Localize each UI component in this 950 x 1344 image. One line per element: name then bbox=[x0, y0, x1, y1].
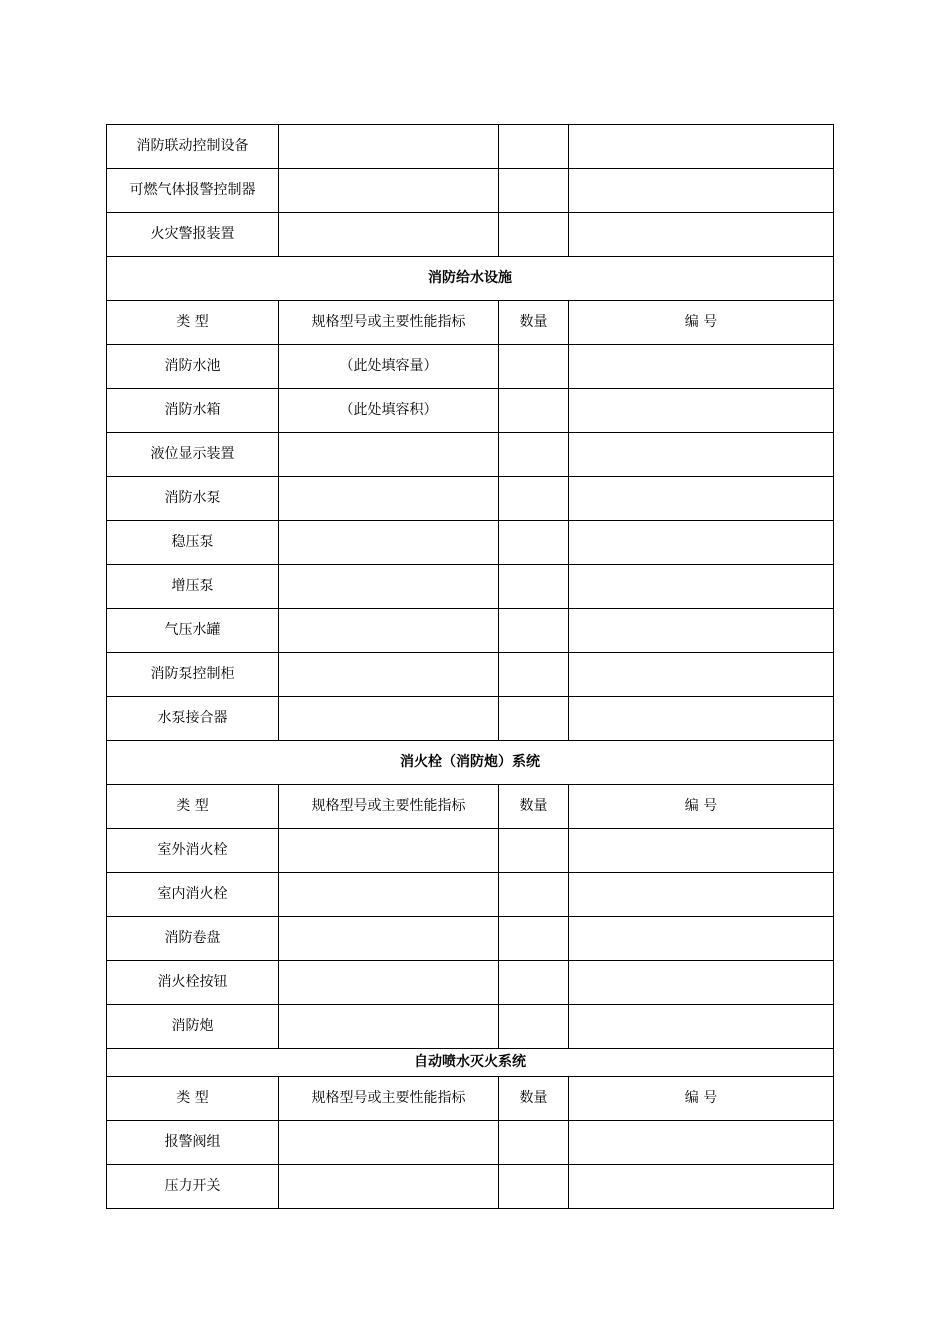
number-cell[interactable] bbox=[569, 169, 834, 213]
number-cell[interactable] bbox=[569, 565, 834, 609]
spec-cell[interactable] bbox=[279, 477, 499, 521]
section-title: 消防给水设施 bbox=[107, 257, 834, 301]
number-cell[interactable] bbox=[569, 125, 834, 169]
spec-cell[interactable] bbox=[279, 653, 499, 697]
col-header-qty: 数量 bbox=[499, 1077, 569, 1121]
type-cell: 报警阀组 bbox=[107, 1121, 279, 1165]
type-cell: 水泵接合器 bbox=[107, 697, 279, 741]
qty-cell[interactable] bbox=[499, 521, 569, 565]
col-header-type: 类 型 bbox=[107, 301, 279, 345]
table-row bbox=[107, 213, 834, 257]
spec-cell[interactable] bbox=[279, 433, 499, 477]
spec-cell[interactable]: （此处填容量） bbox=[279, 345, 499, 389]
qty-cell[interactable] bbox=[499, 653, 569, 697]
type-cell: 火灾警报装置 bbox=[107, 213, 279, 257]
number-cell[interactable] bbox=[569, 433, 834, 477]
col-header-number: 编 号 bbox=[569, 1077, 834, 1121]
col-header-number: 编 号 bbox=[569, 301, 834, 345]
spec-cell[interactable] bbox=[279, 1121, 499, 1165]
col-header-qty: 数量 bbox=[499, 785, 569, 829]
number-cell[interactable] bbox=[569, 389, 834, 433]
type-cell: 气压水罐 bbox=[107, 609, 279, 653]
number-cell[interactable] bbox=[569, 917, 834, 961]
qty-cell[interactable] bbox=[499, 345, 569, 389]
qty-cell[interactable] bbox=[499, 1005, 569, 1049]
type-cell: 增压泵 bbox=[107, 565, 279, 609]
qty-cell[interactable] bbox=[499, 873, 569, 917]
type-cell: 消防联动控制设备 bbox=[107, 125, 279, 169]
type-cell: 室外消火栓 bbox=[107, 829, 279, 873]
spec-cell[interactable] bbox=[279, 1005, 499, 1049]
table-row bbox=[107, 697, 834, 741]
spec-cell[interactable]: （此处填容积） bbox=[279, 389, 499, 433]
type-cell: 室内消火栓 bbox=[107, 873, 279, 917]
col-header-spec: 规格型号或主要性能指标 bbox=[279, 1077, 499, 1121]
table-row bbox=[107, 565, 834, 609]
spec-cell[interactable] bbox=[279, 1165, 499, 1209]
type-cell: 消火栓按钮 bbox=[107, 961, 279, 1005]
table-row bbox=[107, 1005, 834, 1049]
number-cell[interactable] bbox=[569, 653, 834, 697]
section-header-sprinkler bbox=[107, 1049, 834, 1077]
number-cell[interactable] bbox=[569, 1121, 834, 1165]
table-row bbox=[107, 389, 834, 433]
equipment-table bbox=[106, 124, 834, 1209]
spec-cell[interactable] bbox=[279, 213, 499, 257]
qty-cell[interactable] bbox=[499, 1165, 569, 1209]
table-row bbox=[107, 961, 834, 1005]
number-cell[interactable] bbox=[569, 345, 834, 389]
table-row bbox=[107, 1121, 834, 1165]
qty-cell[interactable] bbox=[499, 961, 569, 1005]
number-cell[interactable] bbox=[569, 609, 834, 653]
number-cell[interactable] bbox=[569, 521, 834, 565]
number-cell[interactable] bbox=[569, 477, 834, 521]
number-cell[interactable] bbox=[569, 1165, 834, 1209]
type-cell: 消防炮 bbox=[107, 1005, 279, 1049]
qty-cell[interactable] bbox=[499, 1121, 569, 1165]
type-cell: 消防泵控制柜 bbox=[107, 653, 279, 697]
spec-cell[interactable] bbox=[279, 169, 499, 213]
qty-cell[interactable] bbox=[499, 213, 569, 257]
col-header-spec: 规格型号或主要性能指标 bbox=[279, 301, 499, 345]
qty-cell[interactable] bbox=[499, 917, 569, 961]
table-row bbox=[107, 917, 834, 961]
section-header-hydrant bbox=[107, 741, 834, 785]
qty-cell[interactable] bbox=[499, 433, 569, 477]
col-header-spec: 规格型号或主要性能指标 bbox=[279, 785, 499, 829]
type-cell: 消防水箱 bbox=[107, 389, 279, 433]
type-cell: 稳压泵 bbox=[107, 521, 279, 565]
number-cell[interactable] bbox=[569, 829, 834, 873]
spec-cell[interactable] bbox=[279, 961, 499, 1005]
qty-cell[interactable] bbox=[499, 125, 569, 169]
qty-cell[interactable] bbox=[499, 389, 569, 433]
qty-cell[interactable] bbox=[499, 565, 569, 609]
col-header-type: 类 型 bbox=[107, 1077, 279, 1121]
section-title: 自动喷水灭火系统 bbox=[107, 1049, 834, 1077]
type-cell: 液位显示装置 bbox=[107, 433, 279, 477]
column-header-row bbox=[107, 785, 834, 829]
col-header-type: 类 型 bbox=[107, 785, 279, 829]
spec-cell[interactable] bbox=[279, 697, 499, 741]
table-row bbox=[107, 345, 834, 389]
table-row bbox=[107, 653, 834, 697]
col-header-qty: 数量 bbox=[499, 301, 569, 345]
section-header-water-supply bbox=[107, 257, 834, 301]
number-cell[interactable] bbox=[569, 1005, 834, 1049]
section-title: 消火栓（消防炮）系统 bbox=[107, 741, 834, 785]
spec-cell[interactable] bbox=[279, 609, 499, 653]
number-cell[interactable] bbox=[569, 697, 834, 741]
spec-cell[interactable] bbox=[279, 873, 499, 917]
number-cell[interactable] bbox=[569, 961, 834, 1005]
spec-cell[interactable] bbox=[279, 521, 499, 565]
spec-cell[interactable] bbox=[279, 125, 499, 169]
column-header-row bbox=[107, 301, 834, 345]
table-row bbox=[107, 125, 834, 169]
qty-cell[interactable] bbox=[499, 477, 569, 521]
type-cell: 消防水泵 bbox=[107, 477, 279, 521]
table-row bbox=[107, 1165, 834, 1209]
qty-cell[interactable] bbox=[499, 697, 569, 741]
column-header-row bbox=[107, 1077, 834, 1121]
type-cell: 压力开关 bbox=[107, 1165, 279, 1209]
table-row bbox=[107, 433, 834, 477]
table-row bbox=[107, 609, 834, 653]
qty-cell[interactable] bbox=[499, 169, 569, 213]
spec-cell[interactable] bbox=[279, 917, 499, 961]
table-row bbox=[107, 477, 834, 521]
number-cell[interactable] bbox=[569, 873, 834, 917]
number-cell[interactable] bbox=[569, 213, 834, 257]
spec-cell[interactable] bbox=[279, 829, 499, 873]
table-row bbox=[107, 169, 834, 213]
qty-cell[interactable] bbox=[499, 829, 569, 873]
type-cell: 消防水池 bbox=[107, 345, 279, 389]
spec-cell[interactable] bbox=[279, 565, 499, 609]
type-cell: 消防卷盘 bbox=[107, 917, 279, 961]
qty-cell[interactable] bbox=[499, 609, 569, 653]
col-header-number: 编 号 bbox=[569, 785, 834, 829]
table-row bbox=[107, 829, 834, 873]
table-row bbox=[107, 521, 834, 565]
table-row bbox=[107, 873, 834, 917]
type-cell: 可燃气体报警控制器 bbox=[107, 169, 279, 213]
